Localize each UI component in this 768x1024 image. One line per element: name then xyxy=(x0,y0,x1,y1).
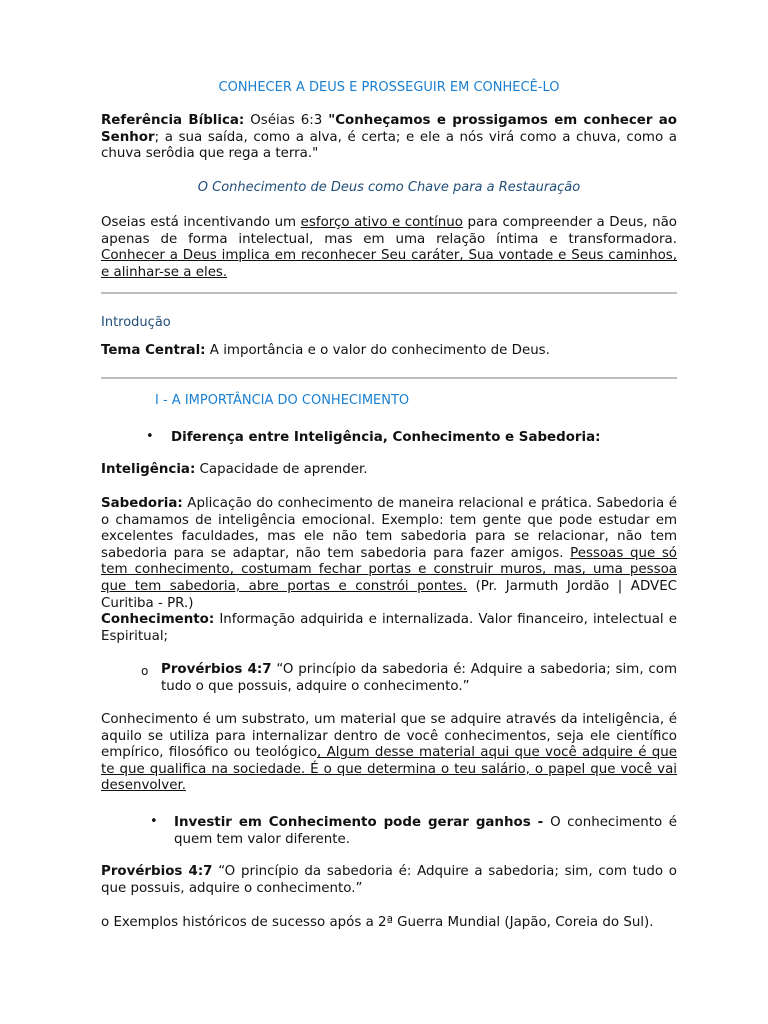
substrate-text: Conhecimento é um substrato, um material que se adquire através da inteligência, é aquilo se utiliza para internalizar dentro de você conhecimentos, seja ele científico empírico, filosófico ou teológico xyxy=(101,712,677,761)
intro-text-1: Oseias está incentivando um xyxy=(101,215,301,230)
introduction-label: Introdução xyxy=(101,315,171,330)
wisdom-label: Sabedoria: xyxy=(101,496,183,511)
wisdom-attribution: (Pr. Jarmuth Jordão | ADVEC Curitiba - PR.) xyxy=(101,578,678,611)
divider xyxy=(101,292,677,294)
bullet-icon: • xyxy=(146,429,154,444)
knowledge-label: Conhecimento: xyxy=(101,612,215,627)
historical-examples-text: Exemplos históricos de sucesso após a 2ª Guerra Mundial (Japão, Coreia do Sul). xyxy=(109,915,654,930)
intelligence-definition xyxy=(101,462,677,479)
intro-underlined-1: esforço ativo e contínuo xyxy=(300,215,463,230)
document-subtitle: O Conhecimento de Deus como Chave para a Restauração xyxy=(197,180,581,195)
intro-text-2: para compreender a Deus, não apenas de forma intelectual, mas em uma relação íntima e transformadora. xyxy=(101,215,677,247)
proverbs-label-1: Provérbios 4:7 xyxy=(161,662,272,677)
central-theme xyxy=(101,343,677,360)
intelligence-text: Capacidade de aprender. xyxy=(195,462,368,477)
proverbs-quote-1 xyxy=(161,662,677,695)
knowledge-definition xyxy=(101,612,677,645)
wisdom-underlined: Pessoas que só tem conhecimento, costumam fechar portas e construir muros, mas, uma pessoa que tem sabedoria, abre portas e constrói pontes. xyxy=(101,545,677,594)
substrate-underlined: , Algum desse material aqui que você adquire é que te que qualifica na sociedade. É o que determina o teu salário, o papel que você vai desenvolver. xyxy=(101,745,677,794)
difference-bullet: Diferença entre Inteligência, Conhecimento e Sabedoria: xyxy=(171,430,601,445)
proverbs-text-1: “O princípio da sabedoria é: Adquire a sabedoria; sim, com tudo o que possuis, adquire o conhecimento.” xyxy=(161,662,678,694)
bullet-icon: • xyxy=(150,814,158,829)
substrate-paragraph xyxy=(101,712,677,795)
proverbs-label-2: Provérbios 4:7 xyxy=(101,864,213,879)
wisdom-definition xyxy=(101,496,677,612)
central-theme-label: Tema Central: xyxy=(101,343,206,358)
intro-underlined-2: Conhecer a Deus implica em reconhecer Seu caráter, Sua vontade e Seus caminhos, e alinhar-se a eles. xyxy=(101,248,677,280)
proverbs-text-2: “O princípio da sabedoria é: Adquire a sabedoria; sim, com tudo o que possuis, adquire o conhecimento.” xyxy=(101,864,677,896)
reference-verse: Oséias 6:3 xyxy=(244,113,329,128)
historical-examples xyxy=(101,915,677,932)
invest-bullet xyxy=(174,815,677,848)
intro-paragraph xyxy=(101,215,677,281)
circle-bullet-icon: o xyxy=(141,664,149,678)
biblical-reference-paragraph xyxy=(101,113,677,163)
reference-quote-bold: "Conheçamos e prossigamos em conhecer ao Senhor xyxy=(101,113,678,145)
reference-quote-rest: ; a sua saída, como a alva, é certa; e ele a nós virá como a chuva, como a chuva serôdia que rega a terra." xyxy=(101,129,677,162)
knowledge-text: Informação adquirida e internalizada. Valor financeiro, intelectual e Espiritual; xyxy=(101,612,677,644)
central-theme-text: A importância e o valor do conhecimento de Deus. xyxy=(205,343,550,358)
invest-text: O conhecimento é quem tem valor diferente. xyxy=(174,815,677,847)
divider xyxy=(101,377,677,379)
wisdom-text-1: Aplicação do conhecimento de maneira relacional e prática. Sabedoria é o chamamos de inteligência emocional. Exemplo: tem gente que pode estudar em excelentes faculdades, mas ele não tem sabedoria para se relacionar, não tem sabedoria para se adaptar, não tem sabedoria para fazer amigos. xyxy=(101,496,677,561)
proverbs-quote-2 xyxy=(101,864,677,897)
reference-label: Referência Bíblica: xyxy=(101,113,245,128)
invest-label: Investir em Conhecimento pode gerar ganhos - xyxy=(174,815,551,830)
document-title: CONHECER A DEUS E PROSSEGUIR EM CONHECÊ-LO xyxy=(218,80,560,95)
section-heading: I - A IMPORTÂNCIA DO CONHECIMENTO xyxy=(155,393,410,408)
intelligence-label: Inteligência: xyxy=(101,462,196,477)
circle-bullet-icon: o xyxy=(101,915,110,930)
